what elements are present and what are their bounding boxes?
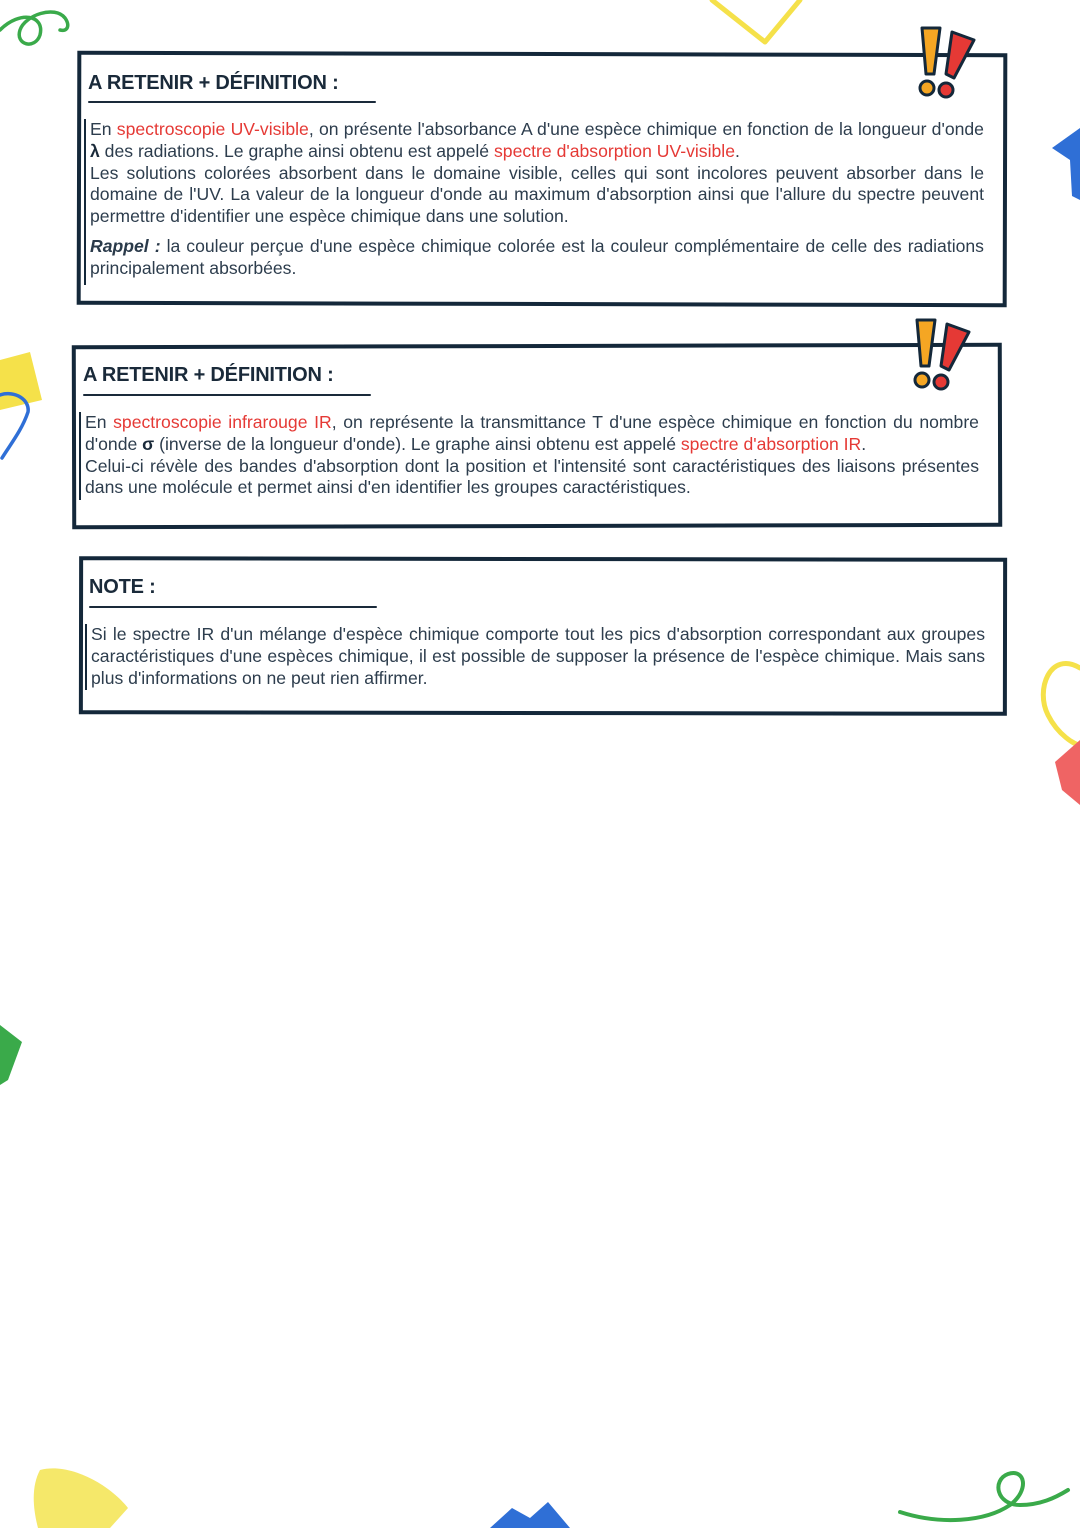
highlight-term: spectroscopie infrarouge IR <box>113 412 332 432</box>
note-text <box>85 624 985 690</box>
highlight-term: spectre d'absorption UV-visible <box>493 140 735 161</box>
paragraph-rappel: Rappel : la couleur perçue d'une espèce chimique colorée est la couleur complémentaire de celle des radiations principalement absorbées. <box>90 235 984 278</box>
title-underline <box>89 606 377 608</box>
blue-mountain-decoration <box>490 1502 570 1528</box>
yellow-loop-decoration <box>1043 663 1080 745</box>
paragraph-uv-detail: Les solutions colorées absorbent dans le domaine visible, celles qui sont incolores peuvent absorber dans le domaine de l'UV. La valeur de la longueur d'onde au maximum d'absorption ainsi que l'allure du spectre peuvent permettre d'identifier une espèce chimique dans une solution. <box>90 162 984 227</box>
paragraph-ir-definition: En spectroscopie infrarouge IR, on représente la transmittance T d'une espèce chimique en fonction du nombre d'onde σ (inverse de la longueur d'onde). Le graphe ainsi obtenu est appelé spectre d'absorption IR. <box>85 412 979 454</box>
highlight-term: spectre d'absorption IR <box>680 433 862 454</box>
highlight-term: spectroscopie UV-visible <box>116 119 309 139</box>
paragraph-uv-definition: En spectroscopie UV-visible, on présente l'absorbance A d'une espèce chimique en fonction de la longueur d'onde λ des radiations. Le graphe ainsi obtenu est appelé spectre d'absorption UV-visible. <box>90 119 984 161</box>
lambda-symbol: λ <box>90 140 100 161</box>
box-title: A RETENIR + DÉFINITION : <box>83 364 334 386</box>
title-underline <box>83 394 371 396</box>
paragraph-note: Si le spectre IR d'un mélange d'espèce chimique comporte tout les pics d'absorption correspondant aux groupes caractéristiques d'une espèces chimique, il est possible de supposer la présence de l'espèce chimique. Mais sans plus d'informations on ne peut rien affirmer. <box>91 624 985 688</box>
yellow-blob-decoration <box>34 1468 128 1528</box>
green-shape-decoration <box>0 1025 22 1085</box>
rappel-label: Rappel : <box>90 235 161 256</box>
title-underline <box>88 101 376 103</box>
paragraph-ir-detail: Celui-ci révèle des bandes d'absorption dont la position et l'intensité sont caractéristiques des liaisons présentes dans une molécule et permet ainsi d'en identifier les groupes caractéristiques. <box>85 455 979 498</box>
sigma-symbol: σ <box>142 433 155 454</box>
yellow-v-decoration <box>712 0 800 42</box>
definition-text <box>84 119 984 285</box>
box-title: NOTE : <box>89 576 156 598</box>
green-swirl-decoration <box>0 12 68 44</box>
blue-shape-decoration <box>1052 128 1080 200</box>
definition-text <box>79 412 979 500</box>
green-swirl-bottom-decoration <box>900 1473 1068 1520</box>
box-title: A RETENIR + DÉFINITION : <box>88 72 339 94</box>
red-shape-decoration <box>1055 740 1080 805</box>
yellow-shape-decoration <box>0 352 42 410</box>
blue-outline-decoration <box>0 394 28 458</box>
